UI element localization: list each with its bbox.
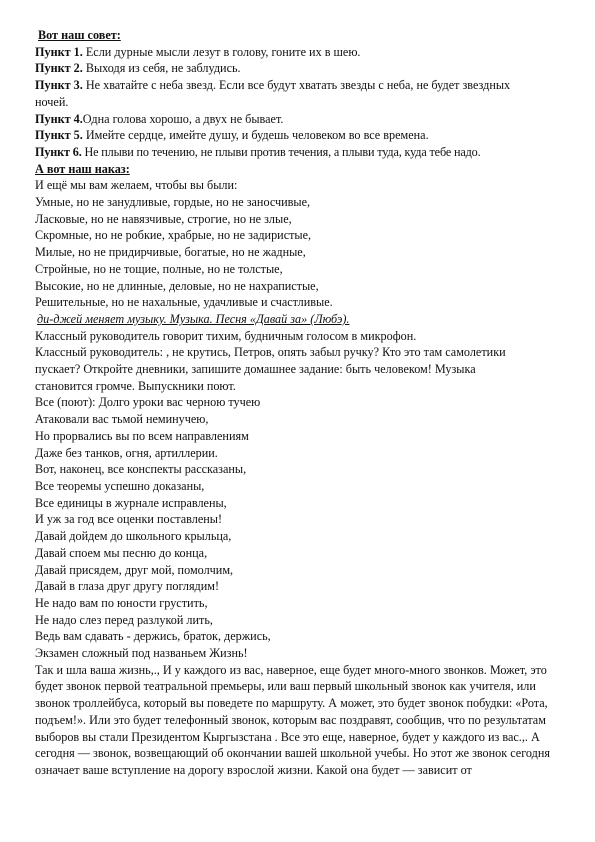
mandate-line: И ещё мы вам желаем, чтобы вы были: bbox=[35, 178, 238, 193]
advice-item-label: Пункт 1. bbox=[35, 44, 83, 59]
advice-item-4 bbox=[35, 111, 555, 128]
song-line: Даже без танков, огня, артиллерии. bbox=[35, 445, 218, 460]
advice-heading: Вот наш совет: bbox=[38, 28, 121, 42]
mandate-line: Ласковые, но не навязчивые, строгие, но не злые, bbox=[35, 211, 292, 226]
advice-item-text: Выходя из себя, не заблудись. bbox=[85, 61, 241, 76]
song-line: Атаковали вас тьмой неминучею, bbox=[35, 412, 209, 427]
advice-item-text: Одна голова хорошо, а двух не бывает. bbox=[82, 111, 284, 126]
advice-item-label: Пункт 4. bbox=[35, 111, 83, 126]
song-line: Вот, наконец, все конспекты рассказаны, bbox=[35, 462, 247, 477]
mandate-line: Стройные, но не тощие, полные, но не толстые, bbox=[35, 261, 283, 276]
song-line: И уж за год все оценки поставлены! bbox=[35, 512, 223, 527]
teacher-direction: Классный руководитель говорит тихим, будничным голосом в микрофон. bbox=[35, 328, 417, 343]
song-line: Экзамен сложный под названьем Жизнь! bbox=[35, 646, 248, 661]
advice-item-text: Если дурные мысли лезут в голову, гоните их в шею. bbox=[85, 44, 361, 59]
song-line: Все единицы в журнале исправлены, bbox=[35, 495, 227, 510]
mandate-line: Милые, но не придирчивые, богатые, но не жадные, bbox=[35, 245, 306, 260]
song-line: Но прорвались вы по всем направлениям bbox=[35, 428, 249, 443]
advice-item-label: Пункт 6. bbox=[35, 144, 82, 159]
song-line: Давай присядем, друг мой, помолчим, bbox=[35, 562, 234, 577]
advice-item-label: Пункт 3. bbox=[35, 78, 83, 93]
song-line: Давай в глаза друг другу поглядим! bbox=[35, 579, 220, 594]
song-line: Все (поют): Долго уроки вас черною тучею bbox=[35, 395, 261, 410]
song-line: Все теоремы успешно доказаны, bbox=[35, 478, 205, 493]
mandate-heading: А вот наш наказ: bbox=[35, 161, 130, 176]
advice-item-label: Пункт 2. bbox=[35, 61, 83, 76]
advice-item-text: Не хватайте с неба звезд. Если все будут хватать звезды с неба, не будет звездных ночей. bbox=[35, 78, 511, 109]
song-line: Ведь вам сдавать - держись, браток, держись, bbox=[35, 629, 271, 644]
mandate-line: Скромные, но не робкие, храбрые, но не задиристые, bbox=[35, 228, 312, 243]
advice-item-label: Пункт 5. bbox=[35, 128, 83, 143]
mandate-line: Решительные, но не нахальные, удачливые и счастливые. bbox=[35, 295, 333, 310]
advice-item-5 bbox=[35, 127, 555, 144]
advice-item-3 bbox=[35, 77, 545, 110]
song-line: Не надо вам по юности грустить, bbox=[35, 595, 208, 610]
advice-item-2 bbox=[35, 60, 555, 77]
final-paragraph: Так и шла ваша жизнь,., И у каждого из вас, наверное, еще будет много-много звонков. Может, это будет звонок первой театральной премьеры, или ваш первый школьный звонок как учителя, или звонок троллейбуса, который вы поведете по маршруту. А может, это будет звонок побудки: «Рота, подъем!». Или это будет телефонный звонок, которым вас поздравят, сообщив, что по результатам выборов вы стали Президентом Кыргызстана . Все это еще, наверное, будет у каждого из вас.,. А сегодня — звонок, возвещающий об окончании вашей школьной учебы. Но этот же звонок сегодня означает ваше вступление на дорогу взрослой жизни. Какой она будет — зависит от bbox=[35, 662, 550, 777]
mandate-line: Умные, но не занудливые, гордые, но не заносчивые, bbox=[35, 195, 311, 210]
teacher-speech: Классный руководитель: , не крутись, Петров, опять забыл ручку? Кто это там самолетики пускает? Откройте дневники, запишите домашнее задание: быть человеком! Музыка становится громче. Выпускники поют. bbox=[35, 345, 506, 393]
advice-item-text: Не плыви по течению, не плыви против течения, а плыви туда, куда тебе надо. bbox=[84, 144, 481, 159]
advice-item-1 bbox=[35, 44, 555, 61]
advice-item-text: Имейте сердце, имейте душу, и будешь человеком во все времена. bbox=[85, 128, 429, 143]
mandate-line: Высокие, но не длинные, деловые, но не нахрапистые, bbox=[35, 278, 319, 293]
dj-stage-direction: ди-джей меняет музыку. Музыка. Песня «Давай за» (Любэ). bbox=[37, 311, 350, 326]
song-line: Не надо слез перед разлукой лить, bbox=[35, 612, 213, 627]
song-line: Давай дойдем до школьного крыльца, bbox=[35, 529, 232, 544]
song-line: Давай споем мы песню до конца, bbox=[35, 545, 208, 560]
advice-item-6 bbox=[35, 144, 555, 161]
